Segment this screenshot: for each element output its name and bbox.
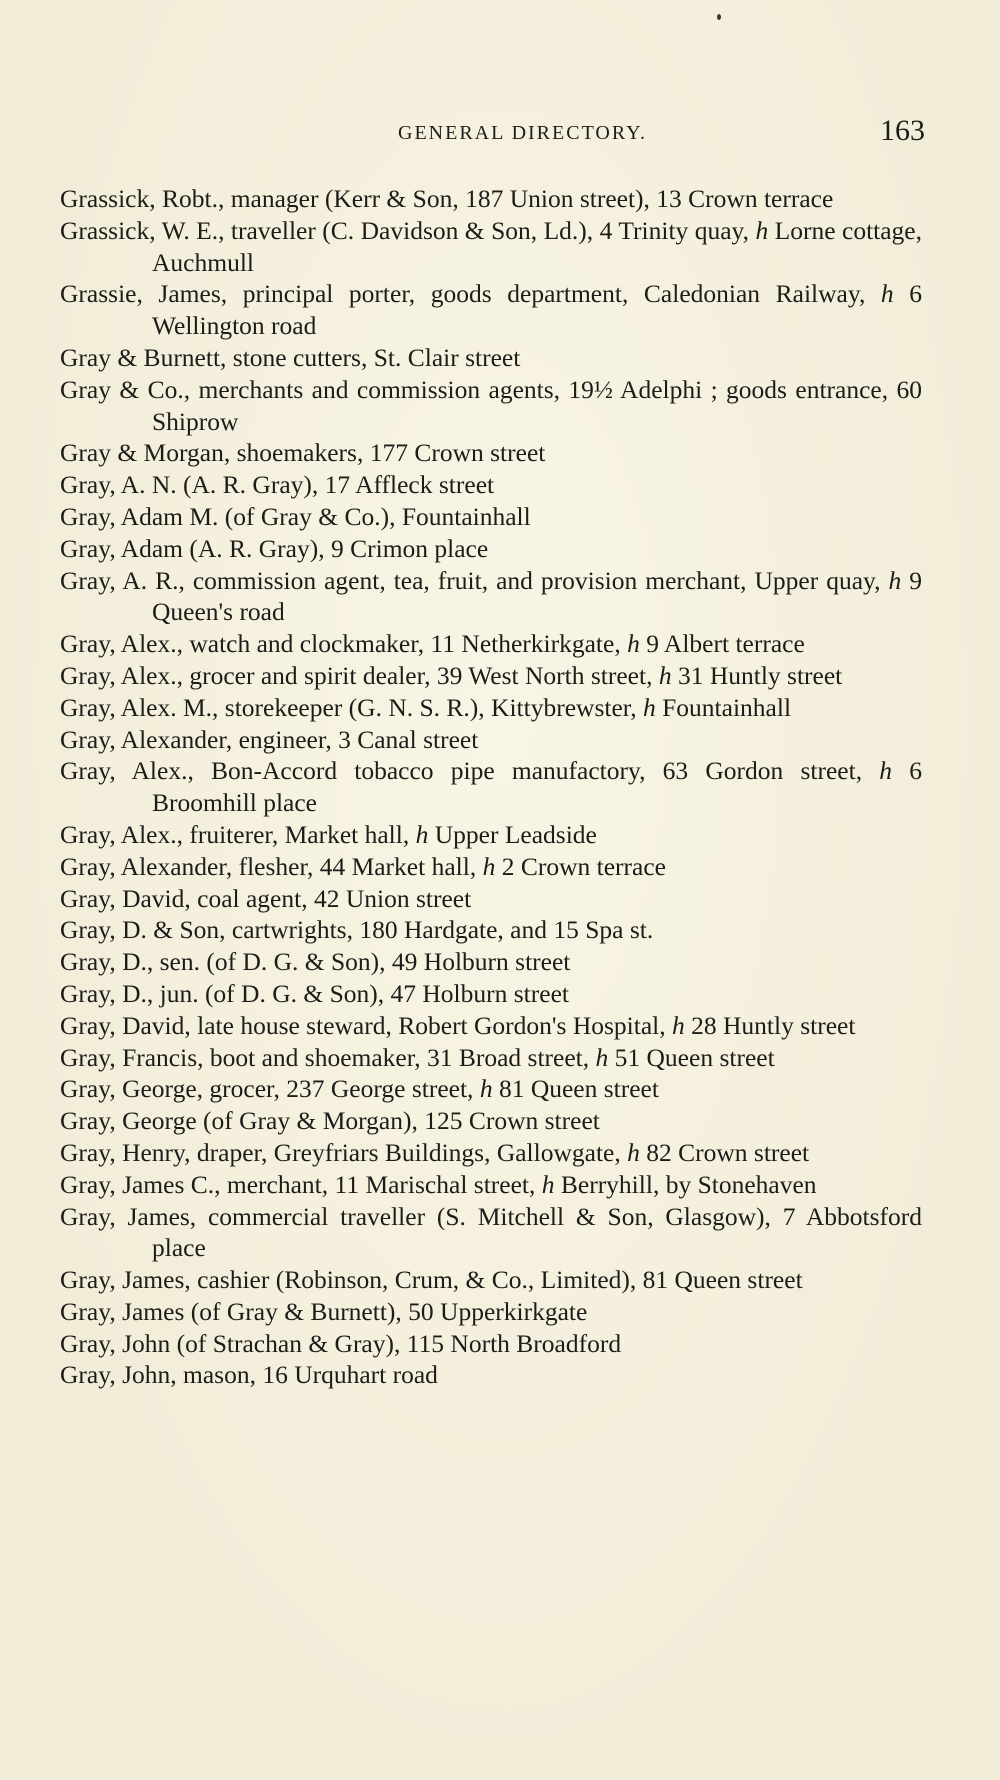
directory-entry: Gray, John, mason, 16 Urquhart road bbox=[60, 1360, 438, 1390]
directory-entry: Gray, A. R., commission agent, tea, fruit, and provision merchant, Upper quay, h 9 Queen's road bbox=[60, 565, 923, 627]
directory-entry: Gray, George (of Gray & Morgan), 125 Crown street bbox=[60, 1106, 600, 1136]
directory-entry: Gray, D., jun. (of D. G. & Son), 47 Holburn street bbox=[60, 978, 569, 1008]
directory-entry: Gray & Co., merchants and commission agents, 19½ Adelphi ; goods entrance, 60 Shiprow bbox=[60, 374, 922, 436]
directory-entry: Grassick, W. E., traveller (C. Davidson & Son, Ld.), 4 Trinity quay, h Lorne cottage, Auchmull bbox=[60, 215, 922, 277]
directory-entry: Gray, Adam M. (of Gray & Co.), Fountainhall bbox=[60, 501, 531, 531]
directory-entry: Grassick, Robt., manager (Kerr & Son, 187 Union street), 13 Crown terrace bbox=[60, 184, 834, 213]
directory-entry: Gray, Alex., fruiterer, Market hall, h Upper Leadside bbox=[60, 819, 597, 849]
directory-entry: Gray, James C., merchant, 11 Marischal street, h Berryhill, by Stonehaven bbox=[60, 1169, 817, 1199]
page-number: 163 bbox=[880, 114, 925, 147]
directory-entry: Gray, Alexander, flesher, 44 Market hall, h 2 Crown terrace bbox=[60, 851, 666, 881]
running-head bbox=[60, 114, 925, 152]
directory-entry: Gray, James, commercial traveller (S. Mitchell & Son, Glasgow), 7 Abbotsford place bbox=[60, 1201, 922, 1263]
directory-entry: Gray, David, coal agent, 42 Union street bbox=[60, 883, 472, 913]
directory-entry: Gray, A. N. (A. R. Gray), 17 Affleck street bbox=[60, 470, 495, 500]
directory-entry: Gray, Alex., watch and clockmaker, 11 Netherkirkgate, h 9 Albert terrace bbox=[60, 629, 805, 659]
directory-entry: Gray & Morgan, shoemakers, 177 Crown street bbox=[60, 438, 546, 468]
directory-entry: Gray & Burnett, stone cutters, St. Clair street bbox=[60, 342, 521, 372]
directory-entry: Gray, Alexander, engineer, 3 Canal street bbox=[60, 724, 479, 754]
directory-entry: Gray, Alex., grocer and spirit dealer, 39 West North street, h 31 Huntly street bbox=[60, 660, 843, 690]
directory-entry: Grassie, James, principal porter, goods department, Caledonian Railway, h 6 Wellington road bbox=[60, 279, 923, 341]
directory-entry: Gray, James, cashier (Robinson, Crum, & Co., Limited), 81 Queen street bbox=[60, 1265, 803, 1295]
directory-entry: Gray, John (of Strachan & Gray), 115 North Broadford bbox=[60, 1328, 622, 1358]
directory-entry: Gray, Alex., Bon-Accord tobacco pipe manufactory, 63 Gordon street, h 6 Broomhill place bbox=[60, 756, 923, 818]
directory-entry: Gray, D. & Son, cartwrights, 180 Hardgate, and 15 Spa st. bbox=[60, 915, 654, 945]
directory-entry: Gray, James (of Gray & Burnett), 50 Upperkirkgate bbox=[60, 1296, 588, 1326]
directory-entry: Gray, Francis, boot and shoemaker, 31 Broad street, h 51 Queen street bbox=[60, 1042, 775, 1072]
page-title: GENERAL DIRECTORY. bbox=[398, 122, 647, 144]
directory-entry: Gray, David, late house steward, Robert Gordon's Hospital, h 28 Huntly street bbox=[60, 1010, 856, 1040]
directory-entry: Gray, Henry, draper, Greyfriars Buildings, Gallowgate, h 82 Crown street bbox=[60, 1137, 810, 1167]
directory-entry: Gray, D., sen. (of D. G. & Son), 49 Holburn street bbox=[60, 947, 571, 977]
directory-entries bbox=[60, 183, 922, 1391]
directory-entry: Gray, Adam (A. R. Gray), 9 Crimon place bbox=[60, 533, 489, 563]
ink-speck bbox=[717, 14, 721, 20]
directory-entry: Gray, George, grocer, 237 George street, h 81 Queen street bbox=[60, 1074, 659, 1104]
directory-entry: Gray, Alex. M., storekeeper (G. N. S. R.), Kittybrewster, h Fountainhall bbox=[60, 692, 792, 722]
